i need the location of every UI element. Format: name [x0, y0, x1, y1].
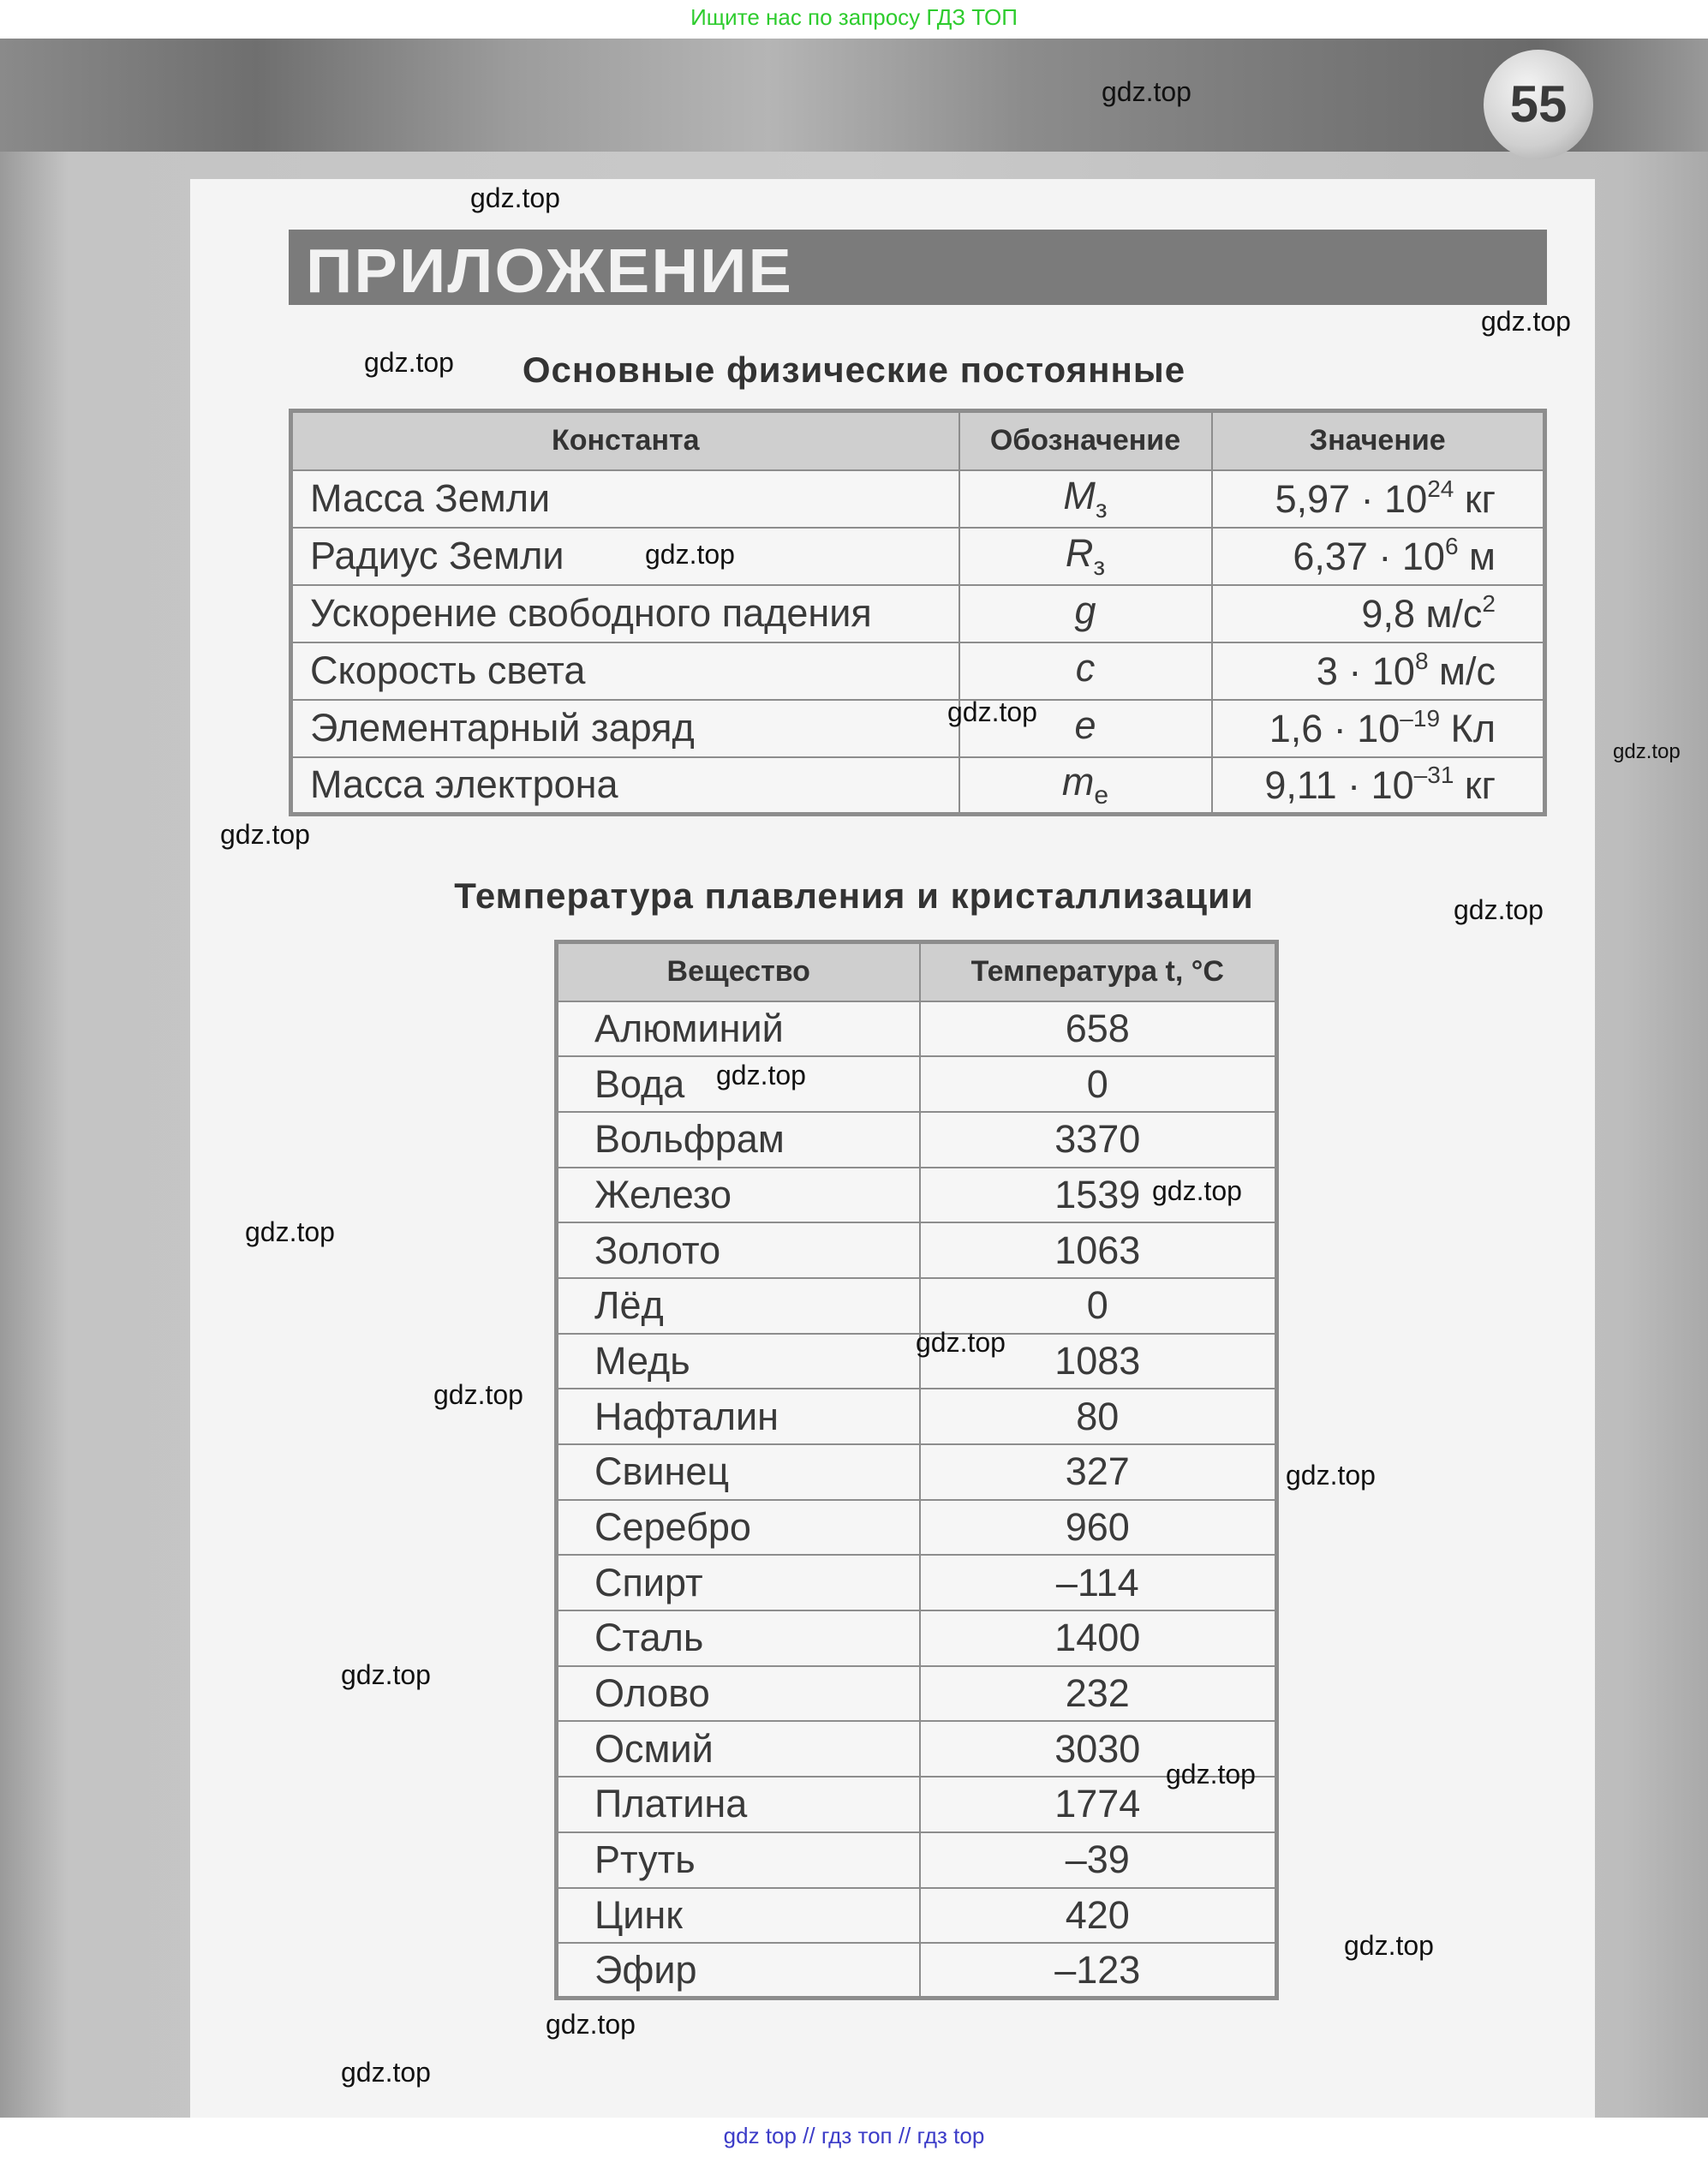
constant-name: Скорость света	[291, 642, 959, 700]
watermark: gdz.top	[1454, 894, 1544, 925]
footer-watermark-text: gdz top // гдз топ // гдз top	[0, 2118, 1708, 2157]
substance-name: Алюминий	[557, 1001, 920, 1057]
value-unit: кг	[1454, 477, 1496, 521]
substance-name: Лёд	[557, 1278, 920, 1334]
table-row	[557, 1112, 1277, 1168]
value-unit: Кл	[1440, 707, 1496, 750]
table-row	[291, 642, 1545, 700]
symbol-subscript: з	[1093, 552, 1106, 581]
watermark: gdz.top	[947, 696, 1037, 727]
melting-temperature: –39	[920, 1832, 1277, 1888]
table-row	[557, 1888, 1277, 1944]
table-row	[557, 1389, 1277, 1444]
watermark: gdz.top	[1613, 740, 1681, 763]
constant-value	[1212, 585, 1545, 642]
constant-name: Ускорение свободного падения	[291, 585, 959, 642]
table-row	[291, 585, 1545, 642]
value-mantissa: 6,37 · 10	[1293, 535, 1445, 578]
symbol-letter: m	[1061, 759, 1095, 804]
constant-value	[1212, 757, 1545, 815]
substance-name: Свинец	[557, 1444, 920, 1500]
symbol-subscript: з	[1095, 494, 1108, 523]
search-hint-banner: Ищите нас по запросу ГДЗ ТОП	[0, 0, 1708, 39]
watermark: gdz.top	[1166, 1759, 1256, 1790]
melting-temperature: 232	[920, 1666, 1277, 1722]
melting-temperature: 420	[920, 1888, 1277, 1944]
watermark: gdz.top	[364, 347, 454, 378]
symbol-letter: e	[1074, 702, 1096, 747]
table-row	[557, 1056, 1277, 1112]
table-row	[291, 700, 1545, 757]
symbol-letter: R	[1065, 530, 1094, 575]
watermark: gdz.top	[1152, 1175, 1242, 1206]
table-row	[291, 757, 1545, 815]
value-exponent: –31	[1413, 762, 1454, 789]
watermark: gdz.top	[1344, 1930, 1434, 1961]
table-header-row	[557, 942, 1277, 1001]
column-header-constant: Константа	[291, 411, 959, 470]
value-mantissa: 9,11 · 10	[1264, 763, 1414, 808]
constant-value	[1212, 642, 1545, 700]
substance-name: Осмий	[557, 1721, 920, 1777]
melting-temperature: –123	[920, 1943, 1277, 1999]
constant-name: Элементарный заряд	[291, 700, 959, 757]
melting-temperature: –114	[920, 1555, 1277, 1610]
constant-symbol	[959, 470, 1212, 528]
table-row	[557, 1666, 1277, 1722]
constant-value	[1212, 470, 1545, 528]
melting-temperature: 0	[920, 1056, 1277, 1112]
value-unit: кг	[1454, 763, 1496, 808]
watermark: gdz.top	[1286, 1460, 1376, 1491]
constant-value	[1212, 700, 1545, 757]
constant-symbol	[959, 585, 1212, 642]
substance-name: Эфир	[557, 1943, 920, 1999]
substance-name: Сталь	[557, 1610, 920, 1666]
table-row	[557, 1444, 1277, 1500]
watermark: gdz.top	[1481, 306, 1571, 337]
value-mantissa: 1,6 · 10	[1269, 707, 1400, 750]
symbol-letter: g	[1074, 588, 1096, 632]
watermark: gdz.top	[433, 1379, 523, 1410]
column-header-temperature: Температура t, °C	[920, 942, 1277, 1001]
watermark: gdz.top	[341, 2057, 431, 2088]
value-exponent: 2	[1482, 590, 1496, 617]
value-mantissa: 3 · 10	[1316, 649, 1415, 693]
value-exponent: 8	[1414, 648, 1429, 674]
substance-name: Нафталин	[557, 1389, 920, 1444]
value-mantissa: 9,8 м/с	[1361, 592, 1483, 636]
melting-temperature: 1400	[920, 1610, 1277, 1666]
watermark: gdz.top	[470, 182, 560, 213]
constants-table	[289, 409, 1547, 816]
watermark: gdz.top	[1102, 76, 1191, 107]
constant-name: Радиус Земли	[291, 528, 959, 585]
symbol-letter: c	[1075, 645, 1096, 690]
melting-temperature: 1539	[920, 1168, 1277, 1223]
melting-temperature: 1063	[920, 1222, 1277, 1278]
table-row	[557, 1943, 1277, 1999]
melting-temperature: 3370	[920, 1112, 1277, 1168]
value-exponent: 24	[1427, 475, 1454, 502]
constant-name: Масса электрона	[291, 757, 959, 815]
melting-table-title: Температура плавления и кристаллизации	[454, 875, 1254, 916]
melting-temperature: 658	[920, 1001, 1277, 1057]
watermark: gdz.top	[341, 1659, 431, 1690]
constant-value	[1212, 528, 1545, 585]
table-row	[557, 1832, 1277, 1888]
table-row	[557, 1610, 1277, 1666]
substance-name: Серебро	[557, 1500, 920, 1556]
melting-temperature: 80	[920, 1389, 1277, 1444]
table-row	[291, 470, 1545, 528]
value-unit: м/с	[1428, 649, 1496, 693]
column-header-substance: Вещество	[557, 942, 920, 1001]
table-row	[291, 528, 1545, 585]
substance-name: Ртуть	[557, 1832, 920, 1888]
table-row	[557, 1001, 1277, 1057]
symbol-subscript: e	[1094, 780, 1109, 810]
substance-name: Цинк	[557, 1888, 920, 1944]
substance-name: Золото	[557, 1222, 920, 1278]
table-row	[557, 1222, 1277, 1278]
substance-name: Железо	[557, 1168, 920, 1223]
table-header-row	[291, 411, 1545, 470]
section-title: ПРИЛОЖЕНИЕ	[306, 237, 794, 306]
table-row	[557, 1555, 1277, 1610]
substance-name: Вольфрам	[557, 1112, 920, 1168]
constant-symbol	[959, 642, 1212, 700]
table-row	[557, 1278, 1277, 1334]
symbol-letter: M	[1063, 473, 1096, 517]
substance-name: Платина	[557, 1777, 920, 1832]
melting-temperature: 327	[920, 1444, 1277, 1500]
table-row	[557, 1500, 1277, 1556]
page-number-badge: 55	[1484, 50, 1593, 159]
watermark: gdz.top	[645, 539, 735, 570]
watermark: gdz.top	[716, 1060, 806, 1090]
melting-temperature: 0	[920, 1278, 1277, 1334]
watermark: gdz.top	[220, 819, 310, 850]
page-header-banner-image	[0, 39, 1708, 152]
melting-temperature: 960	[920, 1500, 1277, 1556]
value-mantissa: 5,97 · 10	[1275, 477, 1428, 521]
constant-name: Масса Земли	[291, 470, 959, 528]
value-exponent: –19	[1400, 705, 1441, 732]
column-header-symbol: Обозначение	[959, 411, 1212, 470]
watermark: gdz.top	[245, 1216, 335, 1247]
constant-symbol	[959, 757, 1212, 815]
melting-temperature: 3030	[920, 1721, 1277, 1777]
substance-name: Вода	[557, 1056, 920, 1112]
column-header-value: Значение	[1212, 411, 1545, 470]
melting-temperature-table	[554, 940, 1279, 2000]
watermark: gdz.top	[546, 2009, 636, 2040]
value-exponent: 6	[1444, 533, 1459, 559]
constant-symbol	[959, 528, 1212, 585]
melting-temperature: 1083	[920, 1334, 1277, 1389]
value-unit: м	[1458, 535, 1496, 578]
section-title-bar	[289, 230, 1547, 305]
watermark: gdz.top	[916, 1327, 1006, 1358]
substance-name: Олово	[557, 1666, 920, 1722]
constants-table-title: Основные физические постоянные	[522, 350, 1186, 390]
substance-name: Медь	[557, 1334, 920, 1389]
substance-name: Спирт	[557, 1555, 920, 1610]
melting-temperature: 1774	[920, 1777, 1277, 1832]
